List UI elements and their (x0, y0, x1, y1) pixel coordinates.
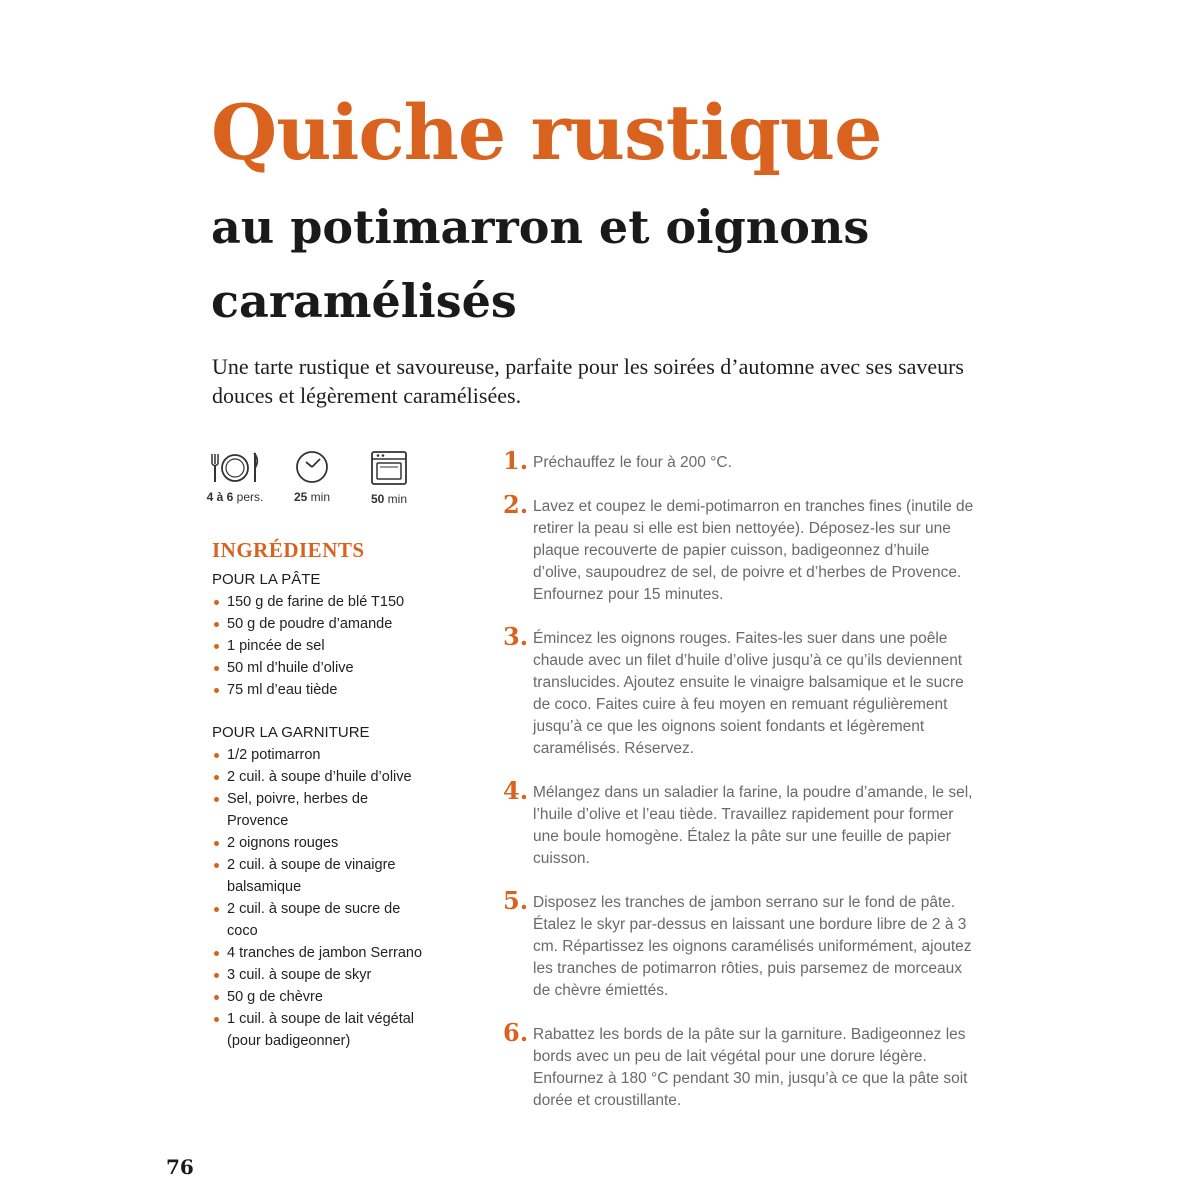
list-item: 2 cuil. à soupe d’huile d’olive (212, 766, 427, 788)
step-text: Disposez les tranches de jambon serrano sur le fond de pâte. Étalez le skyr par-dessus en laissant une bordure libre de 2 à 3 cm. Répartissez les oignons caramélisés uniformément, ajoutez les tranches de potimarron rôties, puis parsemez de morceaux de chèvre émiettés. (533, 894, 972, 999)
step-text: Préchauffez le four à 200 °C. (533, 454, 732, 471)
cook-time-value: 50 (370, 492, 385, 506)
list-item: Sel, poivre, herbes de Provence (212, 788, 427, 832)
list-item: 2 cuil. à soupe de vinaigre balsamique (212, 854, 427, 898)
prep-time-unit: min (310, 490, 331, 504)
list-item: 1 cuil. à soupe de lait végétal (pour badigeonner) (212, 1008, 427, 1052)
step-number: 4. (503, 776, 529, 805)
list-item: 2 oignons rouges (212, 832, 427, 854)
prep-time-value: 25 (293, 490, 308, 504)
step-text: Rabattez les bords de la pâte sur la garniture. Badigeonnez les bords avec un peu de lait végétal pour une dorure légère. Enfournez à 180 °C pendant 30 min, jusqu’à ce que la pâte soit dorée et croustillante. (533, 1026, 968, 1109)
garniture-section-title: POUR LA GARNITURE (212, 724, 370, 741)
step-number: 1. (503, 446, 529, 475)
step-1 (500, 446, 980, 475)
step-number: 5. (503, 886, 529, 915)
list-item: 50 g de chèvre (212, 986, 427, 1008)
servings-info (200, 450, 270, 504)
pate-section-title: POUR LA PÂTE (212, 571, 321, 588)
step-3 (500, 622, 980, 760)
list-item: 50 g de poudre d’amande (212, 613, 472, 635)
recipe-info (200, 450, 430, 510)
list-item: 1/2 potimarron (212, 744, 427, 766)
step-2 (500, 490, 980, 606)
list-item: 50 ml d’huile d’olive (212, 657, 472, 679)
step-4 (500, 776, 980, 870)
step-number: 6. (503, 1018, 529, 1047)
list-item: 4 tranches de jambon Serrano (212, 942, 427, 964)
list-item: 1 pincée de sel (212, 635, 472, 657)
plate-cutlery-icon (208, 450, 262, 484)
list-item: 3 cuil. à soupe de skyr (212, 964, 427, 986)
recipe-subtitle: au potimarron et oignons caramélisés (211, 200, 870, 328)
step-text: Mélangez dans un saladier la farine, la poudre d’amande, le sel, l’huile d’olive et l’eau tiède. Travaillez rapidement pour former une boule homogène. Étalez la pâte sur une feuille de papier cuisson. (533, 784, 973, 867)
servings-unit: pers. (236, 490, 264, 504)
cook-time-unit: min (387, 492, 408, 506)
pate-ingredients-list (212, 591, 472, 701)
cook-time-info (354, 450, 424, 506)
list-item: 75 ml d’eau tiède (212, 679, 472, 701)
step-6 (500, 1018, 980, 1112)
servings-value: 4 à 6 (206, 490, 234, 504)
recipe-intro: Une tarte rustique et savoureuse, parfaite pour les soirées d’automne avec ses saveurs douces et légèrement caramélisées. (212, 354, 964, 408)
list-item: 150 g de farine de blé T150 (212, 591, 472, 613)
recipe-title: Quiche rustique (211, 88, 882, 177)
step-number: 3. (503, 622, 529, 651)
garniture-ingredients-list (212, 744, 427, 1052)
clock-icon (294, 450, 330, 484)
step-5 (500, 886, 980, 1002)
list-item: 2 cuil. à soupe de sucre de coco (212, 898, 427, 942)
page-number: 76 (166, 1155, 194, 1179)
step-text: Lavez et coupez le demi-potimarron en tranches fines (inutile de retirer la peau si elle est bien nettoyée). Déposez-les sur une plaque recouverte de papier cuisson, badigeonnez d’huile d’olive, saupoudrez de sel, de poivre et d’herbes de Provence. Enfournez pour 15 minutes. (533, 498, 974, 603)
step-text: Émincez les oignons rouges. Faites-les suer dans une poêle chaude avec un filet d’huile d’olive jusqu’à ce qu’ils deviennent translucides. Ajoutez ensuite le vinaigre balsamique et le sucre de coco. Faites cuire à feu moyen en remuant régulièrement jusqu’à ce que les oignons soient fondants et légèrement caramélisés. Réservez. (533, 630, 964, 757)
prep-time-info (277, 450, 347, 504)
oven-icon (370, 450, 408, 486)
steps-list (500, 446, 980, 1134)
ingredients-heading: INGRÉDIENTS (212, 538, 365, 562)
step-number: 2. (503, 490, 529, 519)
